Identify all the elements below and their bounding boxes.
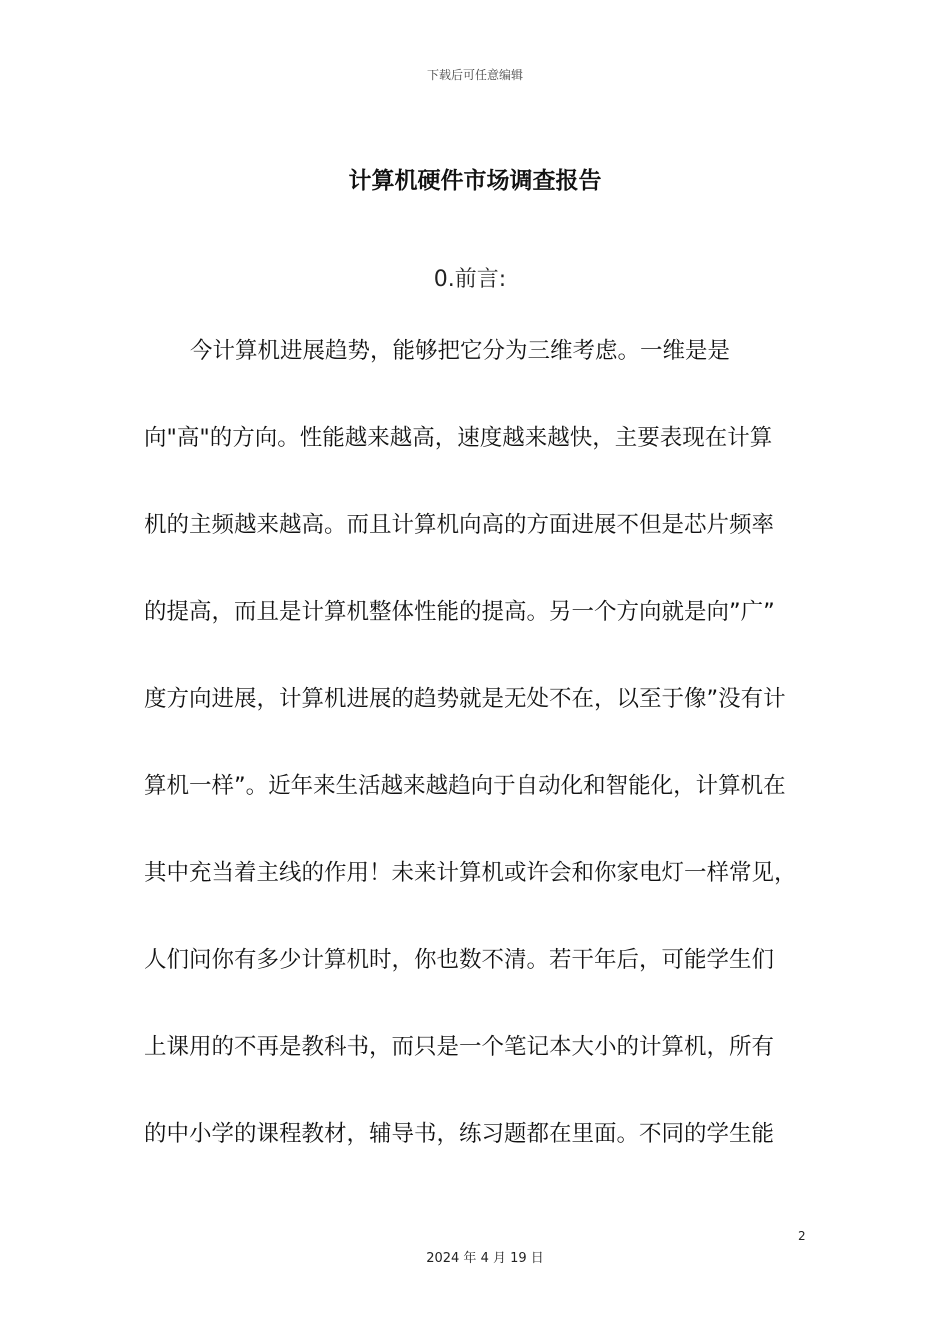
section-heading: 0.前言:: [433, 267, 507, 292]
document-title: 计算机硬件市场调查报告: [348, 168, 602, 194]
body-line: 算机一样”。近年来生活越来越趋向于自动化和智能化，计算机在: [144, 773, 786, 799]
body-line: 向"高"的方向。性能越来越高，速度越来越快，主要表现在计算: [144, 425, 773, 451]
page-number: 2: [798, 1229, 806, 1243]
body-line: 度方向进展，计算机进展的趋势就是无处不在，以至于像”没有计: [144, 686, 786, 712]
body-line: 今计算机进展趋势，能够把它分为三维考虑。一维是是: [190, 338, 731, 364]
body-text: [144, 332, 810, 1202]
header-note: 下载后可任意编辑: [426, 68, 523, 82]
body-line: 的提高，而且是计算机整体性能的提高。另一个方向就是向”广”: [144, 599, 775, 625]
footer-date: 2024 年 4 月 19 日: [426, 1251, 544, 1266]
body-line: 人们问你有多少计算机时，你也数不清。若干年后，可能学生们: [144, 947, 775, 973]
body-line: 其中充当着主线的作用！未来计算机或许会和你家电灯一样常见，: [144, 860, 797, 886]
body-line: 的中小学的课程教材，辅导书，练习题都在里面。不同的学生能: [144, 1121, 775, 1147]
body-line: 上课用的不再是教科书，而只是一个笔记本大小的计算机，所有: [144, 1034, 775, 1060]
body-line: 机的主频越来越高。而且计算机向高的方面进展不但是芯片频率: [144, 512, 775, 538]
